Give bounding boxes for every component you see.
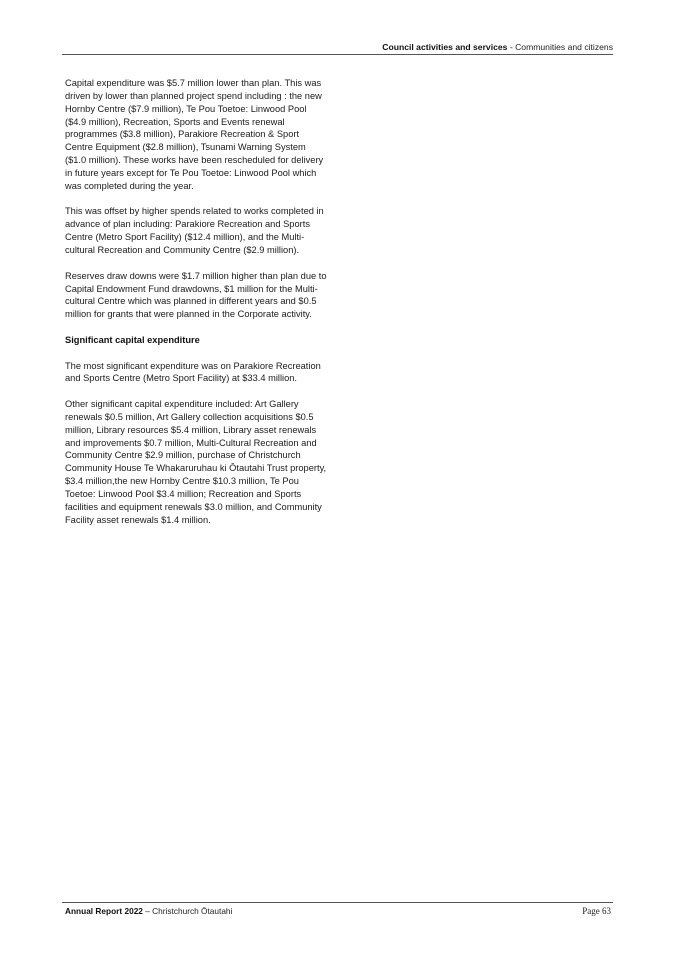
running-header <box>62 41 613 55</box>
page-number: Page 63 <box>582 906 611 916</box>
footer-report-name: Annual Report 2022 <box>65 906 143 916</box>
paragraph-reserves: Reserves draw downs were $1.7 million higher than plan due to Capital Endowment Fund drawdowns, $1 million for the Multi-cultural Centre which was planned in different years and $0.5 million for grants that were planned in the Corporate activity. <box>65 270 327 320</box>
footer-report-title <box>65 905 232 917</box>
header-subsection: Communities and citizens <box>515 42 613 52</box>
header-section-title: Council activities and services <box>382 42 508 52</box>
section-heading: Significant capital expenditure <box>65 334 200 345</box>
header-separator: - <box>507 42 516 52</box>
running-footer <box>62 902 613 919</box>
paragraph-offset-spend: This was offset by higher spends related to works completed in advance of plan including: Parakiore Recreation and Sports Centre (Metro Sport Facility) ($12.4 million), and the Multi-cultural Recreation and Community Centre ($2.9 million). <box>65 206 324 255</box>
paragraph-capex-lower: Capital expenditure was $5.7 million lower than plan. This was driven by lower than planned project spend including : the new Hornby Centre ($7.9 million), Te Pou Toetoe: Linwood Pool ($4.9 million), Recreation, Sports and Events renewal programmes ($3.8 million), Parakiore Recreation & Sport Centre Equipment ($2.8 million), Tsunami Warning System ($1.0 million). These works have been rescheduled for delivery in future years except for Te Pou Toetoe: Linwood Pool which was completed during the year. <box>65 78 324 191</box>
paragraph-most-significant: The most significant expenditure was on Parakiore Recreation and Sports Centre (Metro Sport Facility) at $33.4 million. <box>65 360 321 384</box>
paragraph-other-significant: Other significant capital expenditure included: Art Gallery renewals $0.5 million, Art Gallery collection acquisitions $0.5 million, Library resources $5.4 million, Library asset renewals and improvements $0.7 million, Multi-Cultural Recreation and Community Centre $2.9 million, purchase of Christchurch Community House Te Whakaruruhau ki Ōtautahi Trust property, $3.4 million,the new Hornby Centre $10.3 million, Te Pou Toetoe: Linwood Pool $3.4 million; Recreation and Sports facilities and equipment renewals $3.0 million, and Community Facility asset renewals $1.4 million. <box>65 399 327 525</box>
main-text-column <box>65 77 327 539</box>
footer-report-place: – Christchurch Ōtautahi <box>142 906 233 916</box>
